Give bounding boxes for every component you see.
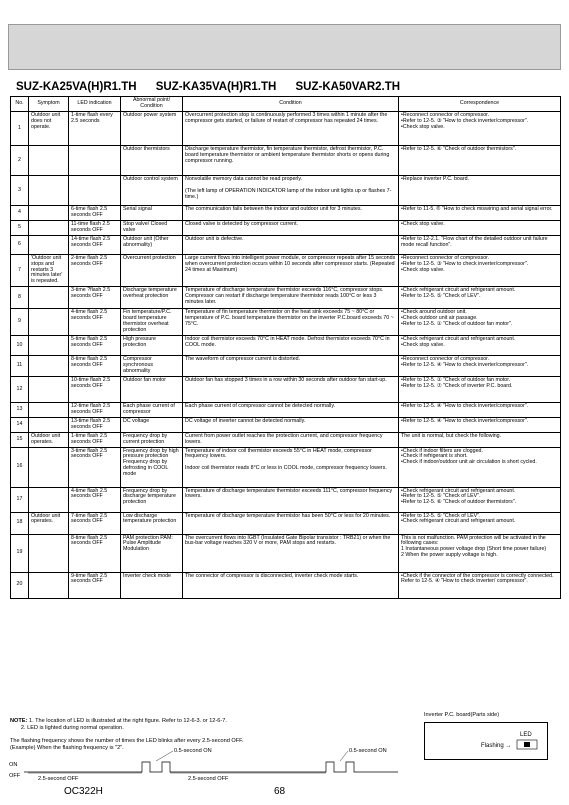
cell-symptom	[29, 309, 69, 336]
cell-correspondence: •Check stop valve.	[399, 220, 561, 235]
cell-led: 6-time flash 2.5 seconds OFF	[69, 206, 121, 221]
cell-correspondence: •Check around outdoor unit. •Check outdoor unit air passage. •Refer to 12-5. ① "Check of outdoor fan motor".	[399, 309, 561, 336]
header-symptom: Symptom	[29, 97, 69, 112]
footer-model: OC322H	[64, 786, 103, 797]
cell-condition: Temperature of discharge temperature thermistor exceeds 116°C, compressor stops. Compressor can restart if discharge temperature thermistor reads 100°C or less 3 minutes later.	[183, 287, 399, 309]
cell-condition: The communication fails between the indoor and outdoor unit for 3 minutes.	[183, 206, 399, 221]
off-label-1: 2.5-second OFF	[38, 776, 79, 782]
cell-condition: Current from power outlet reaches the protection current, and compressor frequency lowers.	[183, 432, 399, 447]
table-row	[11, 487, 561, 512]
cell-no: 2	[11, 146, 29, 176]
cell-condition: Temperature of discharge temperature thermistor has been 50°C or less for 20 minutes.	[183, 512, 399, 534]
cell-no: 15	[11, 432, 29, 447]
cell-condition: The overcurrent flows into IGBT (Insulated Gate Bipolar transistor : TRB21) or when the bus-bar voltage reaches 320 V or more, PAM stops and restarts.	[183, 534, 399, 572]
cell-no: 3	[11, 176, 29, 206]
note-line: 1. The location of LED is illustrated at the right figure. Refer to 12-6-3. or 12-6-7.	[28, 718, 227, 724]
cell-no: 1	[11, 112, 29, 146]
cell-led: 4-time flash 2.5 seconds OFF	[69, 309, 121, 336]
cell-symptom	[29, 447, 69, 487]
cell-led	[69, 176, 121, 206]
cell-correspondence: •Refer to 12-5. ④ "How to check inverter/compressor".	[399, 417, 561, 432]
cell-led: 4-time flash 2.5 seconds OFF	[69, 487, 121, 512]
model-name: SUZ-KA50VAR2.TH	[295, 81, 401, 93]
cell-abnormal: Overcurrent protection	[121, 254, 183, 287]
table-row	[11, 309, 561, 336]
cell-no: 14	[11, 417, 29, 432]
table-row	[11, 402, 561, 417]
cell-symptom	[29, 176, 69, 206]
cell-correspondence: •Refer to 12-5. ⑤ "Check of LEV". •Check refrigerant circuit and refrigerant amount.	[399, 512, 561, 534]
table-row	[11, 376, 561, 402]
cell-abnormal: Outdoor control system	[121, 176, 183, 206]
off-label-2: 2.5-second OFF	[188, 776, 229, 782]
cell-abnormal: Serial signal	[121, 206, 183, 221]
table-row	[11, 287, 561, 309]
table-row	[11, 417, 561, 432]
cell-correspondence: •Check if indoor filters are clogged. •Check if refrigerant is short. •Check if indoor/outdoor unit air circulation is short cycled.	[399, 447, 561, 487]
cell-abnormal: Compressor synchronous abnormality	[121, 355, 183, 376]
cell-led	[69, 146, 121, 176]
table-row	[11, 447, 561, 487]
table-row	[11, 572, 561, 598]
table-row	[11, 220, 561, 235]
cell-symptom	[29, 235, 69, 254]
cell-condition: The connector of compressor is disconnected, inverter check mode starts.	[183, 572, 399, 598]
cell-condition: Outdoor unit is defective.	[183, 235, 399, 254]
cell-correspondence: •Refer to 12-5. ④ "How to check inverter/compressor".	[399, 402, 561, 417]
cell-condition: DC voltage of inverter cannot be detected normally.	[183, 417, 399, 432]
cell-symptom	[29, 287, 69, 309]
half-on-label-2: 0.5-second ON	[349, 748, 387, 754]
cell-no: 17	[11, 487, 29, 512]
cell-correspondence: •Reconnect connector of compressor. •Refer to 12-5. ④ "How to check inverter/compressor".	[399, 355, 561, 376]
cell-correspondence: •Replace inverter P.C. board.	[399, 176, 561, 206]
table-row	[11, 254, 561, 287]
cell-abnormal: Fin temperature/P.C. board temperature thermistor overheat protection	[121, 309, 183, 336]
cell-no: 11	[11, 355, 29, 376]
half-on-label-1: 0.5-second ON	[174, 748, 212, 754]
cell-correspondence: •Check refrigerant circuit and refrigerant amount. •Refer to 12-5. ⑤ "Check of LEV". •Refer to 12-5. ⑥ "Check of outdoor thermistors".	[399, 487, 561, 512]
cell-led: 2-time flash 2.5 seconds OFF	[69, 254, 121, 287]
table-row	[11, 176, 561, 206]
cell-abnormal: Outdoor thermistors	[121, 146, 183, 176]
cell-abnormal: Frequency drop by high pressure protection Frequency drop by defrosting in COOL mode	[121, 447, 183, 487]
header-led: LED indication	[69, 97, 121, 112]
model-list	[16, 81, 416, 93]
cell-abnormal: Frequency drop by current protection	[121, 432, 183, 447]
cell-led: 7-time flash 2.5 seconds OFF	[69, 512, 121, 534]
flashing-label: Flashing →	[481, 743, 512, 749]
cell-condition: Overcurrent protection stop is continuously performed 3 times within 1 minute after the compressor gets started, or failure of restart of compressor has repeated 24 times.	[183, 112, 399, 146]
header-abnormal: Abnormal point/ Condition	[121, 97, 183, 112]
cell-led: 3-time flash 2.5 seconds OFF	[69, 447, 121, 487]
cell-led: 9-time flash 2.5 seconds OFF	[69, 572, 121, 598]
cell-led: 5-time flash 2.5 seconds OFF	[69, 335, 121, 355]
cell-abnormal: Stop valve/ Closed valve	[121, 220, 183, 235]
cell-no: 18	[11, 512, 29, 534]
cell-led: 11-time flash 2.5 seconds OFF	[69, 220, 121, 235]
cell-led: 1-time flash 2.5 seconds OFF	[69, 432, 121, 447]
cell-condition: Temperature of fin temperature thermistor on the heat sink exceeds 75 ~ 80°C or temperature of P.C. board temperature thermistor on the inverter P.C.board exceeds 70 ~ 75°C.	[183, 309, 399, 336]
flash-timing-diagram	[8, 746, 408, 782]
cell-led: 13-time flash 2.5 seconds OFF	[69, 417, 121, 432]
note-line: 2. LED is lighted during normal operation.	[20, 724, 124, 731]
table-row	[11, 335, 561, 355]
header-no: No.	[11, 97, 29, 112]
cell-condition: Indoor coil thermistor exceeds 70°C in HEAT mode. Defrost thermistor exceeds 70°C in COOL mode.	[183, 335, 399, 355]
cell-symptom	[29, 146, 69, 176]
cell-abnormal: Frequency drop by discharge temperature protection	[121, 487, 183, 512]
cell-led: 3-time ?flash 2.5 seconds OFF	[69, 287, 121, 309]
cell-no: 4	[11, 206, 29, 221]
cell-condition: Outdoor fan has stopped 3 times in a row within 30 seconds after outdoor fan start-up.	[183, 376, 399, 402]
cell-no: 5	[11, 220, 29, 235]
cell-condition: The waveform of compressor current is distorted.	[183, 355, 399, 376]
led-label: LED	[520, 732, 532, 738]
cell-correspondence: The unit is normal, but check the following.	[399, 432, 561, 447]
cell-no: 19	[11, 534, 29, 572]
figure-title: Inverter P.C. board(Parts side)	[424, 712, 500, 718]
on-label: ON	[9, 762, 18, 768]
table-row	[11, 206, 561, 221]
cell-no: 12	[11, 376, 29, 402]
cell-abnormal: Outdoor fan motor	[121, 376, 183, 402]
header-band	[8, 24, 561, 70]
table-row	[11, 355, 561, 376]
cell-symptom	[29, 220, 69, 235]
cell-no: 8	[11, 287, 29, 309]
cell-abnormal: Low discharge temperature protection	[121, 512, 183, 534]
cell-led: 1-time flash every 2.5 seconds	[69, 112, 121, 146]
model-name: SUZ-KA25VA(H)R1.TH	[16, 81, 137, 93]
cell-led: 8-time flash 2.5 seconds OFF	[69, 534, 121, 572]
cell-correspondence: •Check if the connector of the compressor is correctly connected. Refer to 12-5. ④ "How to check inverter/ compressor".	[399, 572, 561, 598]
cell-abnormal: Outdoor power system	[121, 112, 183, 146]
table-row	[11, 432, 561, 447]
notes	[10, 718, 227, 731]
cell-correspondence: •Refer to 11-5. ® "How to check miswiring and serial signal error.	[399, 206, 561, 221]
cell-abnormal: Outdoor unit (Other abnormality)	[121, 235, 183, 254]
leader-line-1	[156, 751, 173, 761]
leader-line-2	[340, 751, 348, 761]
cell-correspondence: •Check refrigerant circuit and refrigerant amount. •Refer to 12-5. ⑤ "Check of LEV".	[399, 287, 561, 309]
cell-symptom	[29, 402, 69, 417]
page-number: 68	[274, 786, 286, 797]
flash-waveform	[24, 762, 398, 772]
cell-symptom: Outdoor unit operates.	[29, 432, 69, 447]
header-condition: Condition	[183, 97, 399, 112]
cell-symptom	[29, 355, 69, 376]
cell-symptom	[29, 417, 69, 432]
cell-abnormal: Inverter check mode	[121, 572, 183, 598]
cell-symptom	[29, 534, 69, 572]
cell-abnormal: Discharge temperature overheat protection	[121, 287, 183, 309]
flash-desc-line: The flashing frequency shows the number of times the LED blinks after every 2.5-second OFF.	[10, 738, 244, 744]
cell-condition: Closed valve is detected by compressor current.	[183, 220, 399, 235]
cell-symptom: Outdoor unit operates.	[29, 512, 69, 534]
cell-abnormal: Each phase current of compressor	[121, 402, 183, 417]
cell-led: 14-time flash 2.5 seconds OFF	[69, 235, 121, 254]
cell-symptom	[29, 335, 69, 355]
cell-condition: Nonvolatile memory data cannot be read properly. (The left lamp of OPERATION INDICATOR lamp of the indoor unit lights up or flashes 7-time.)	[183, 176, 399, 206]
table-row	[11, 146, 561, 176]
cell-led: 12-time flash 2.5 seconds OFF	[69, 402, 121, 417]
cell-no: 9	[11, 309, 29, 336]
cell-correspondence: •Refer to 12-5. ⑥ "Check of outdoor thermistors".	[399, 146, 561, 176]
table-row	[11, 112, 561, 146]
cell-correspondence: This is not malfunction. PAM protection will be activated in the following cases: 1 Instantaneous power voltage drop (Short time power failure) 2 When the power supply voltage is high.	[399, 534, 561, 572]
cell-correspondence: •Reconnect connector of compressor. •Refer to 12-5. ③ "How to check inverter/compressor". •Check stop valve.	[399, 112, 561, 146]
flash-desc-line: (Example) When the flashing frequency is "2".	[10, 744, 124, 751]
cell-symptom	[29, 206, 69, 221]
cell-abnormal: PAM protection PAM: Pulse Amplitude Modulation	[121, 534, 183, 572]
cell-no: 6	[11, 235, 29, 254]
cell-correspondence: •Check refrigerant circuit and refrigerant amount. •Check stop valve.	[399, 335, 561, 355]
table-header-row	[11, 97, 561, 112]
cell-symptom	[29, 572, 69, 598]
table-row	[11, 512, 561, 534]
cell-condition: Large current flows into intelligent power module, or compressor repeats after 15 seconds when overcurrent protection occurs within 10 seconds after compressor starts. (Repeated 24 times at Maximum)	[183, 254, 399, 287]
cell-condition: Each phase current of compressor cannot be detected normally.	[183, 402, 399, 417]
troubleshooting-table	[10, 96, 561, 599]
pcb-figure	[424, 722, 548, 760]
led-icon	[524, 742, 530, 747]
cell-condition: Temperature of discharge temperature thermistor exceeds 111°C, compressor frequency lowers.	[183, 487, 399, 512]
note-label: NOTE:	[10, 718, 28, 724]
cell-symptom: Outdoor unit does not operate.	[29, 112, 69, 146]
cell-no: 7	[11, 254, 29, 287]
cell-no: 10	[11, 335, 29, 355]
model-name: SUZ-KA35VA(H)R1.TH	[155, 81, 277, 93]
cell-correspondence: •Refer to 12-5. ① "Check of outdoor fan motor. •Refer to 12-5. ⑦ "Check of inverter P.C. board.	[399, 376, 561, 402]
cell-led: 8-time flash 2.5 seconds OFF	[69, 355, 121, 376]
cell-symptom	[29, 487, 69, 512]
cell-no: 20	[11, 572, 29, 598]
off-label: OFF	[9, 773, 21, 779]
cell-no: 16	[11, 447, 29, 487]
cell-no: 13	[11, 402, 29, 417]
cell-correspondence: •Reconnect connector of compressor. •Refer to 12-5. ③ "How to check inverter/compressor". •Check stop valve.	[399, 254, 561, 287]
table-row	[11, 534, 561, 572]
cell-symptom	[29, 376, 69, 402]
table-row	[11, 235, 561, 254]
cell-symptom: 'Outdoor unit stops and restarts 3 minutes later' is repeated.	[29, 254, 69, 287]
cell-condition: Discharge temperature thermistor, fin temperature thermistor, defrost thermistor, P.C. board temperature thermistor or ambient temperature thermistor shorts or opens during compressor running.	[183, 146, 399, 176]
cell-abnormal: High pressure protection	[121, 335, 183, 355]
cell-condition: Temperature of indoor coil thermistor exceeds 55°C in HEAT mode, compressor frequency lowers. Indoor coil thermistor reads 8°C or less in COOL mode, compressor frequency lowers.	[183, 447, 399, 487]
cell-abnormal: DC voltage	[121, 417, 183, 432]
header-correspondence: Correspondence	[399, 97, 561, 112]
cell-correspondence: •Refer to 12-2.1. "Flow chart of the detailed outdoor unit failure mode recall function".	[399, 235, 561, 254]
cell-led: 10-time flash 2.5 seconds OFF	[69, 376, 121, 402]
